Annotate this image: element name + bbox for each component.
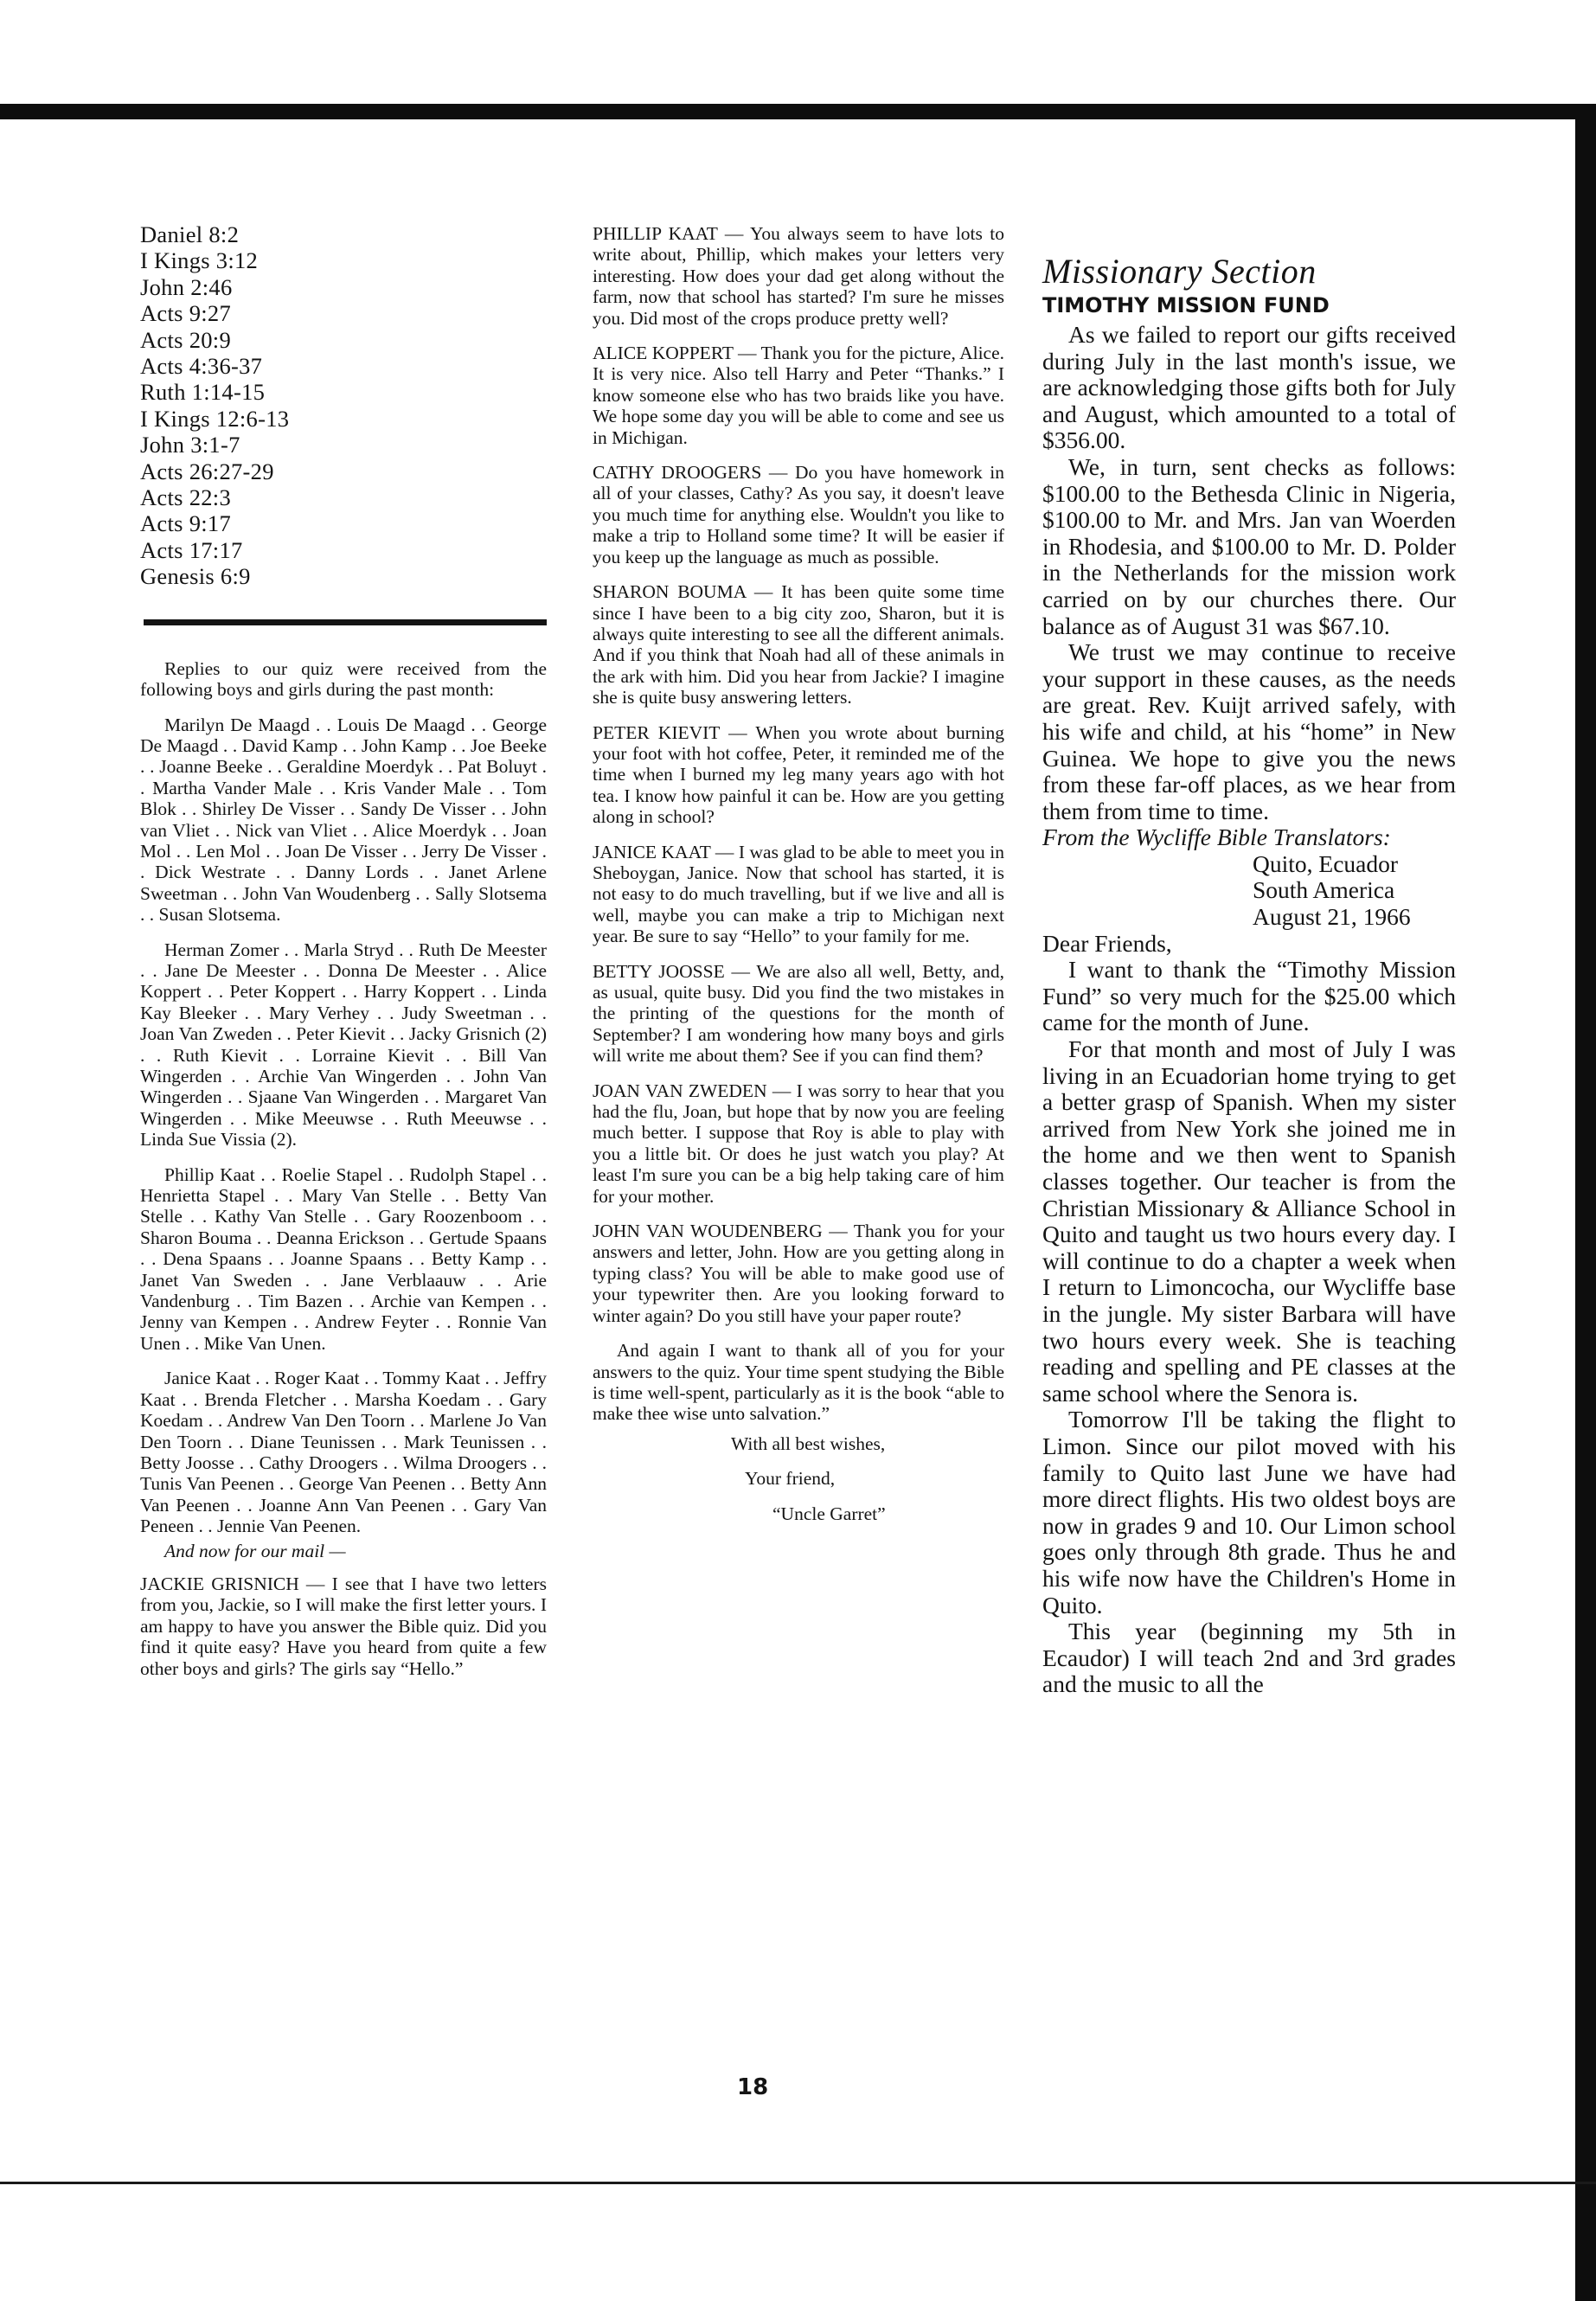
mission-paragraph: For that month and most of July I was living in an Ecuadorian home trying to get a better grasp of Spanish. When my sister arrived from New York she joined me in the home and we then went to Spanish classes together. Our teacher is from the Christian Missionary & Alliance School in Quito and taught us two hours every day. I will continue to do a chapter a week when I return to Limoncocha, our Wycliffe base in the jungle. My sister Barbara will have two hours every week. She is teaching reading and spelling and PE classes at the same school where the Senora is. [1042,1035,1456,1407]
letter-reply: BETTY JOOSSE — We are also all well, Betty, and, as usual, quite busy. Did you find the two mistakes in the printing of the questions for the month of September? I am wondering how many boys and girls will write me about them? See if you can find them? [593,960,1004,1067]
scripture-reference: Acts 26:27-29 [140,458,274,484]
letter-reply: SHARON BOUMA — It has been quite some time since I have been to a big city zoo, Sharon, but it is always quite interesting to see all the different animals. And if you think that Noah had all of these animals in the ark with him. Did you hear from Jackie? I imagine she is quite busy answering letters. [593,581,1004,708]
page-number: 18 [737,2074,769,2100]
scripture-reference: Daniel 8:2 [140,221,240,247]
mission-paragraph: Tomorrow I'll be taking the flight to Limon. Since our pilot moved with his family to Quito last June we have had more direct flights. His two oldest boys are now in grades 9 and 10. Our Limon school goes only through 8th grade. Thus he and his wife now have the Children's Home in Quito. [1042,1406,1456,1618]
mission-paragraph: We trust we may continue to receive your support in these causes, as the needs are great. Rev. Kuijt arrived safely, with his wife and child, at his “home” in New Guinea. We hope to give you the news from these far-off places, as we hear from them from time to time. [1042,638,1456,824]
mission-paragraph: I want to thank the “Timothy Mission Fund” so very much for the $25.00 which came for the month of June. [1042,956,1456,1036]
signoff-line: Your friend, [745,1468,836,1490]
scripture-reference-list [140,221,547,590]
section-title: Missionary Section [1042,252,1317,291]
scripture-reference: Acts 9:17 [140,510,232,537]
scripture-reference: Acts 4:36-37 [140,353,263,380]
column-right [1042,253,1456,1698]
column-left [140,221,547,1679]
section-divider [144,619,547,625]
bottom-rule [0,2182,1596,2184]
quiz-names-group: Herman Zomer . . Marla Stryd . . Ruth De Meester . . Jane De Meester . . Donna De Meester . . Alice Koppert . . Peter Koppert . . Harry Koppert . . Linda Kay Bleeker . . Mary Verhey . . Judy Sweetman . . Joan Van Zweden . . Peter Kievit . . Jacky Grisnich (2) . . Ruth Kievit . . Lorraine Kievit . . Bill Van Wingerden . . Archie Van Wingerden . . John Van Wingerden . . Sjaane Van Wingerden . . Margaret Van Wingerden . . Mike Meeuwse . . Ruth Meeuwse . . Linda Sue Vissia (2). [140,939,547,1150]
address-line: South America [1253,876,1395,904]
letter-reply: JACKIE GRISNICH — I see that I have two letters from you, Jackie, so I will make the first letter yours. I am happy to have you answer the Bible quiz. Did you find it quite easy? Have you heard from quite a few other boys and girls? The girls say “Hello.” [140,1573,547,1679]
scripture-reference: I Kings 12:6-13 [140,405,290,432]
closing-paragraph: And again I want to thank all of you for your answers to the quiz. Your time spent studying the Bible is time well-spent, particularly as it is the book “able to make thee wise unto salvation.” [593,1340,1004,1425]
quiz-names-group: Marilyn De Maagd . . Louis De Maagd . . George De Maagd . . David Kamp . . John Kamp . . Joe Beeke . . Joanne Beeke . . Geraldine Moerdyk . . Pat Boluyt . . Martha Vander Male . . Kris Vander Male . . Tom Blok . . Shirley De Visser . . Sandy De Visser . . John van Vliet . . Nick van Vliet . . Alice Moerdyk . . Joan Mol . . Len Mol . . Joan De Visser . . Jerry De Visser . . Dick Westrate . . Danny Lords . . Janet Arlene Sweetman . . John Van Woudenberg . . Sally Slotsema . . Susan Slotsema. [140,714,547,926]
scripture-reference: Ruth 1:14-15 [140,379,266,406]
section-subtitle: TIMOTHY MISSION FUND [1042,293,1330,317]
address-date: August 21, 1966 [1253,903,1411,931]
quiz-names-group: Janice Kaat . . Roger Kaat . . Tommy Kaat . . Jeffry Kaat . . Brenda Fletcher . . Marsha Koedam . . Gary Koedam . . Andrew Van Den Toorn . . Marlene Jo Van Den Toorn . . Diane Teunissen . . Mark Teunissen . . Betty Joosse . . Cathy Droogers . . Wilma Droogers . . Tunis Van Peenen . . George Van Peenen . . Betty Ann Van Peenen . . Joanne Ann Van Peenen . . Gary Van Peneen . . Jennie Van Peenen. [140,1368,547,1537]
address-line: Quito, Ecuador [1253,849,1399,877]
scripture-reference: Acts 20:9 [140,326,232,353]
scripture-reference: Genesis 6:9 [140,563,251,590]
letter-reply: ALICE KOPPERT — Thank you for the picture, Alice. It is very nice. Also tell Harry and Peter “Thanks.” I know someone else who has two braids like you have. We hope some day you will be able to come and see us in Michigan. [593,343,1004,448]
letter-reply: PETER KIEVIT — When you wrote about burning your foot with hot coffee, Peter, it reminded me of the time when I burned my leg many years ago with hot tea. I know how painful it can be. How are you getting along in school? [593,721,1004,828]
column-middle [593,223,1004,1538]
scripture-reference: Acts 22:3 [140,484,232,511]
top-rule [0,104,1596,119]
signoff-signature: “Uncle Garret” [772,1503,886,1524]
scripture-reference: Acts 9:27 [140,300,232,327]
letter-greeting: Dear Friends, [1042,929,1172,957]
scripture-reference: John 2:46 [140,273,233,300]
signoff-line: With all best wishes, [731,1433,886,1454]
scripture-reference: I Kings 3:12 [140,247,259,274]
mail-heading: And now for our mail — [164,1540,346,1561]
mission-paragraph: We, in turn, sent checks as follows: $100.00 to the Bethesda Clinic in Nigeria, $100.00 to Mr. and Mrs. Jan van Woerden in Rhodesia, and $100.00 to Mr. D. Polder in the Netherlands for the mission work carried on by our churches there. Our balance as of August 31 was $67.10. [1042,452,1456,639]
quiz-intro: Replies to our quiz were received from the following boys and girls during the past month: [140,657,547,701]
scripture-reference: Acts 17:17 [140,536,243,563]
letter-reply: JANICE KAAT — I was glad to be able to meet you in Sheboygan, Janice. Now that school has started, it is not easy to do much travelling, but if we live and all is well, maybe you can make a trip to Michigan next year. Be sure to say “Hello” to your family for me. [593,841,1004,947]
letter-address [1042,851,1456,931]
mission-paragraph: As we failed to report our gifts received during July in the last month's issue, we are acknowledging those gifts both for July and August, which amounted to a total of $356.00. [1042,321,1456,454]
letter-reply: JOAN VAN ZWEDEN — I was sorry to hear that you had the flu, Joan, but hope that by now you are feeling much better. I suppose that Roy is able to play with you a little bit. Or does he just watch you play? At least I'm sure you can be a big help taking care of him for your mother. [593,1080,1004,1207]
mission-paragraph: This year (beginning my 5th in Ecaudor) I will teach 2nd and 3rd grades and the music to all the [1042,1618,1456,1698]
letter-reply: PHILLIP KAAT — You always seem to have lots to write about, Phillip, which makes your letters very interesting. How does your dad get along without the farm, now that school has started? I'm sure he misses you. Did most of the crops produce pretty well? [593,223,1004,329]
right-edge-bar [1575,104,1596,2301]
quiz-names-group: Phillip Kaat . . Roelie Stapel . . Rudolph Stapel . . Henrietta Stapel . . Mary Van Stelle . . Betty Van Stelle . . Kathy Van Stelle . . Gary Roozenboom . . Sharon Bouma . . Deanna Erickson . . Gertude Spaans . . Dena Spaans . . Joanne Spaans . . Betty Kamp . . Janet Van Sweden . . Jane Verblaauw . . Arie Vandenburg . . Tim Bazen . . Archie van Kempen . . Jenny van Kempen . . Andrew Feyter . . Ronnie Van Unen . . Mike Van Unen. [140,1163,547,1354]
letter-source: From the Wycliffe Bible Translators: [1042,824,1391,851]
letter-reply: JOHN VAN WOUDENBERG — Thank you for your answers and letter, John. How are you getting along in typing class? You will be able to make good use of your typewriter then. Are you looking forward to winter again? Do you still have your paper route? [593,1221,1004,1326]
letter-reply: CATHY DROOGERS — Do you have homework in all of your classes, Cathy? As you say, it doesn't leave you much time for anything else. Wouldn't you like to make a trip to Holland some time? It will be easier if you keep up the language as much as possible. [593,462,1004,567]
scripture-reference: John 3:1-7 [140,432,240,458]
